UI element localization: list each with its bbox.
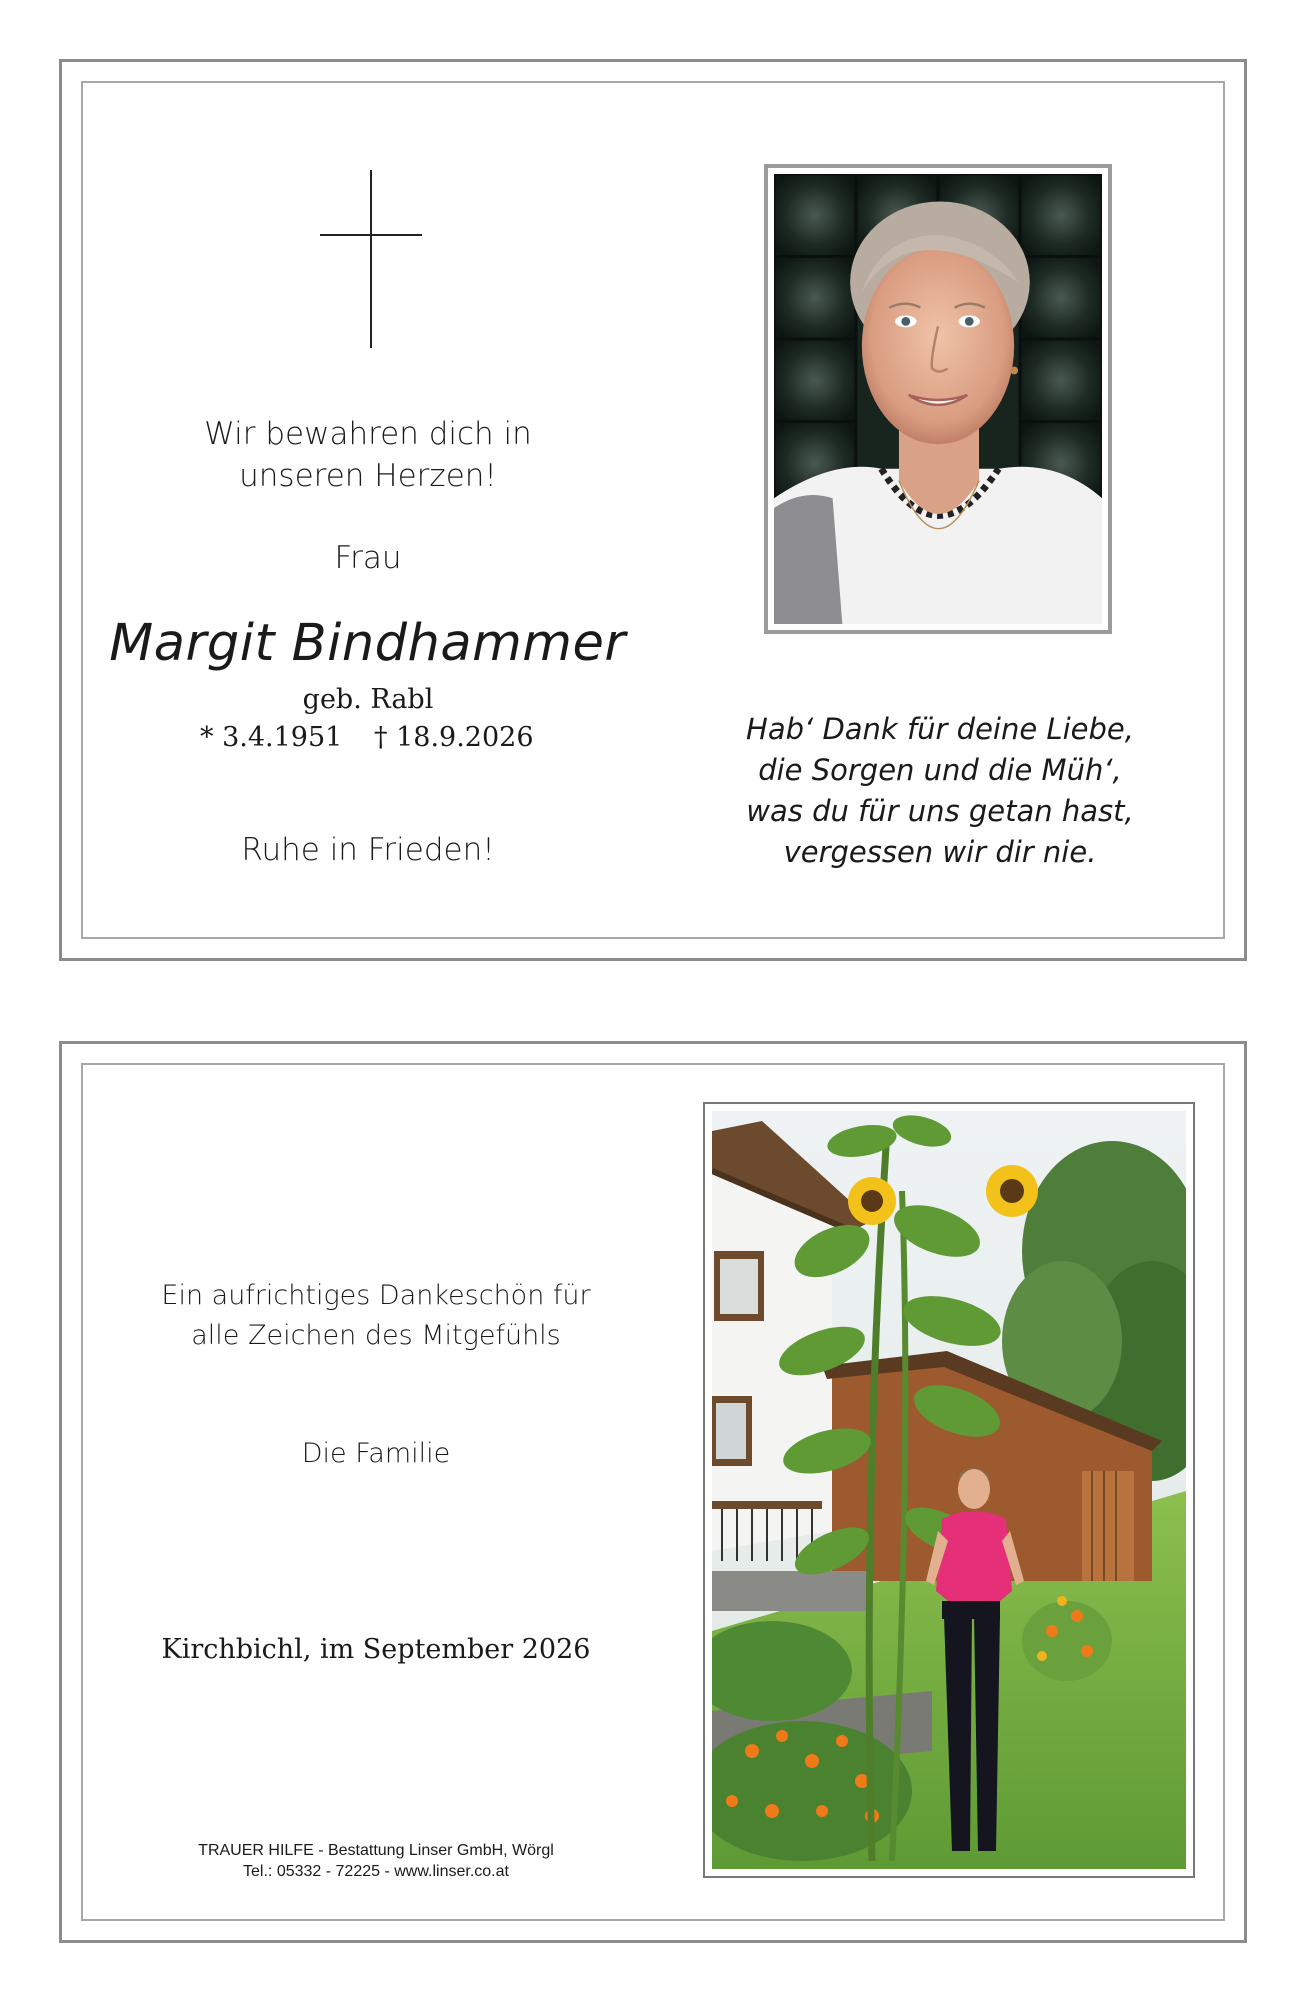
birth-date: * 3.4.1951 <box>200 722 343 753</box>
salutation: Frau <box>334 540 402 576</box>
garden-photo <box>703 1102 1195 1878</box>
family-signature: Die Familie <box>301 1438 451 1469</box>
deceased-name: Margit Bindhammer <box>109 614 626 673</box>
poem-line-4: vergessen wir dir nie. <box>783 835 1097 869</box>
quote-line-2: unseren Herzen! <box>239 458 497 494</box>
thanks-line-2: alle Zeichen des Mitgefühls <box>191 1320 561 1351</box>
poem-line-3: was du für uns getan hast, <box>746 794 1134 828</box>
death-date: † 18.9.2026 <box>374 722 534 753</box>
funeral-home-name: TRAUER HILFE - Bestattung Linser GmbH, Wörgl <box>198 1842 554 1859</box>
poem-line-1: Hab‘ Dank für deine Liebe, <box>746 712 1134 746</box>
thanks-line-1: Ein aufrichtiges Dankeschön für <box>161 1280 591 1311</box>
funeral-home-contact: Tel.: 05332 - 72225 - www.linser.co.at <box>243 1863 509 1880</box>
place-and-date: Kirchbichl, im September 2026 <box>161 1634 591 1665</box>
maiden-name: geb. Rabl <box>302 684 434 715</box>
rest-in-peace: Ruhe in Frieden! <box>241 832 495 868</box>
poem-line-2: die Sorgen und die Müh‘, <box>758 753 1122 787</box>
portrait-photo <box>764 164 1112 634</box>
quote-line-1: Wir bewahren dich in <box>204 416 532 452</box>
